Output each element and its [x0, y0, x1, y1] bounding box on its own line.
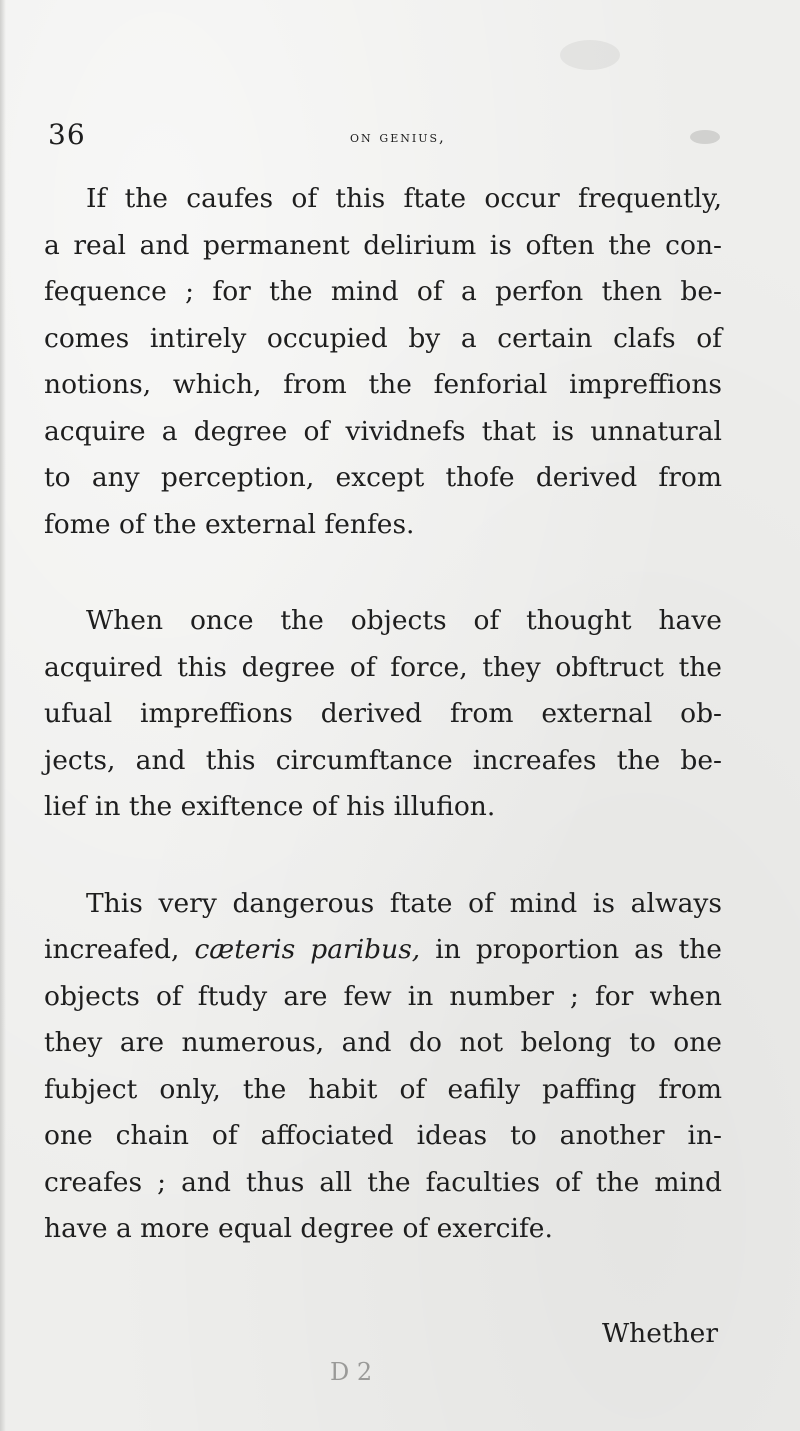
- paragraph-2: [44, 598, 722, 831]
- body-text: [44, 176, 722, 1253]
- text-line: jects, and this circumftance increafes the be-: [44, 744, 722, 776]
- catchword: Whether: [601, 1318, 718, 1349]
- text-line: one chain of affociated ideas to another in-: [44, 1120, 722, 1151]
- text-line: comes intirely occupied by a certain clafs of: [44, 322, 722, 354]
- text-line: fubject only, the habit of eafily paffing from: [44, 1073, 722, 1105]
- page-edge-shadow: [0, 0, 6, 1431]
- text-line: When once the objects of thought have: [86, 605, 722, 636]
- page-header: [48, 118, 728, 162]
- text-segment: increafed,: [44, 934, 180, 965]
- text-line: notions, which, from the fenforial impreffions: [44, 369, 722, 400]
- paragraph-1: [44, 176, 722, 548]
- signature-mark: D 2: [330, 1358, 373, 1386]
- text-line: objects of ftudy are few in number ; for when: [44, 980, 722, 1012]
- text-line: ufual impreffions derived from external ob-: [44, 698, 722, 729]
- text-line: fome of the external fenfes.: [44, 508, 415, 540]
- text-line: This very dangerous ftate of mind is always: [86, 887, 722, 919]
- text-line: fequence ; for the mind of a perfon then be-: [44, 276, 722, 307]
- text-line-with-italic: [44, 927, 722, 974]
- text-line: a real and permanent delirium is often the con-: [44, 229, 722, 261]
- paper-smudge: [560, 40, 620, 70]
- text-line: acquire a degree of vividnefs that is unnatural: [44, 415, 722, 447]
- paragraph-gap: [44, 548, 722, 598]
- text-line: to any perception, except thofe derived from: [44, 462, 722, 493]
- text-line: have a more equal degree of exercife.: [44, 1213, 553, 1244]
- running-head: on genius,: [350, 128, 446, 146]
- text-line: If the caufes of this ftate occur frequently,: [86, 183, 722, 214]
- paragraph-3: [44, 881, 722, 1253]
- italic-phrase: cæteris paribus,: [194, 934, 421, 965]
- text-line: lief in the exiftence of his illufion.: [44, 791, 496, 822]
- text-segment: in proportion as the: [435, 934, 722, 965]
- text-line: they are numerous, and do not belong to one: [44, 1027, 722, 1058]
- text-line: acquired this degree of force, they obftruct the: [44, 651, 722, 683]
- paragraph-gap: [44, 831, 722, 881]
- text-line: creafes ; and thus all the faculties of the mind: [44, 1166, 722, 1198]
- page-number: 36: [48, 118, 86, 151]
